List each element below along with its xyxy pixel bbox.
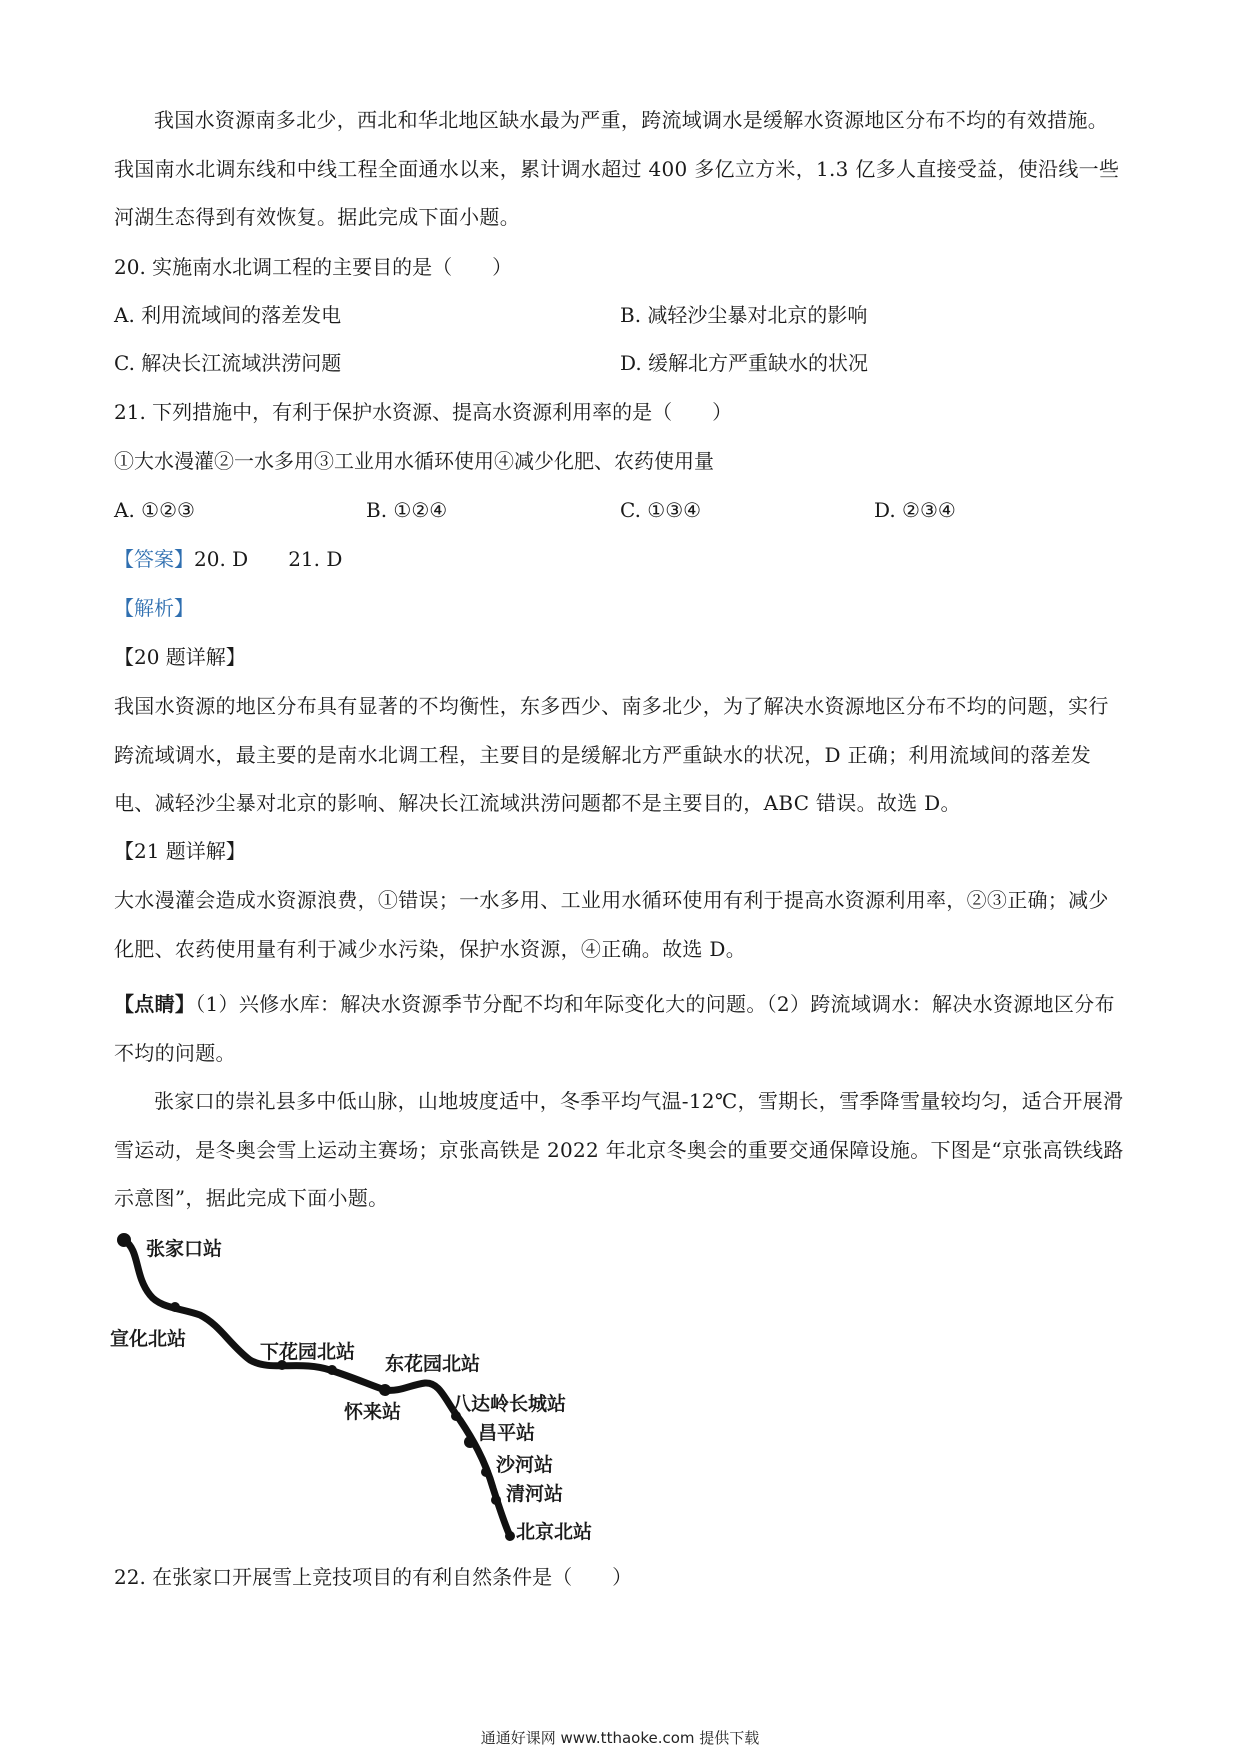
- station-label-badaling: 八达岭长城站: [452, 1393, 567, 1415]
- q20-option-d: D. 缓解北方严重缺水的状况: [620, 351, 869, 375]
- q20-option-b: B. 减轻沙尘暴对北京的影响: [620, 303, 868, 327]
- station-label-qinghe: 清河站: [506, 1483, 564, 1505]
- station-label-xiahuayuan: 下花园北站: [260, 1341, 356, 1363]
- station-dot-qinghe: [491, 1495, 501, 1505]
- station-label-beijingbei: 北京北站: [516, 1521, 593, 1543]
- station-label-donghuayuan: 东花园北站: [385, 1353, 481, 1375]
- station-label-changping: 昌平站: [478, 1422, 536, 1444]
- railway-route-line: [124, 1240, 510, 1536]
- station-label-huailai: 怀来站: [344, 1401, 402, 1423]
- answer-text: 20. D 21. D: [194, 547, 343, 571]
- tip-text: （1）兴修水库：解决水资源季节分配不均和年际变化大的问题。（2）跨流域调水：解决水资源地区分布不均的问题。: [114, 992, 1115, 1065]
- q21-option-a: A. ①②③: [114, 498, 195, 522]
- q21-option-b: B. ①②④: [366, 498, 448, 522]
- station-label-xuanhua: 宣化北站: [110, 1328, 187, 1350]
- station-dot-changping: [464, 1436, 476, 1448]
- q21-option-c: C. ①③④: [620, 498, 702, 522]
- q21-detail-title: 【21 题详解】: [114, 839, 246, 863]
- q21-option-d: D. ②③④: [874, 498, 956, 522]
- q21-stem: 21. 下列措施中，有利于保护水资源、提高水资源利用率的是（ ）: [114, 400, 733, 424]
- q20-option-c: C. 解决长江流域洪涝问题: [114, 351, 342, 375]
- analysis-label: 【解析】: [114, 596, 194, 620]
- station-dot-huailai: [327, 1365, 337, 1375]
- answer-label: 【答案】: [114, 547, 194, 571]
- q21-items: ①大水漫灌②一水多用③工业用水循环使用④减少化肥、农药使用量: [114, 449, 714, 473]
- station-dot-xuanhua: [170, 1302, 180, 1312]
- page-footer: 通通好课网 www.tthaoke.com 提供下载: [480, 1729, 760, 1747]
- q20-detail-title: 【20 题详解】: [114, 645, 246, 669]
- q20-detail-text: 我国水资源的地区分布具有显著的不均衡性，东多西少、南多北少，为了解决水资源地区分布不均的问题，实行跨流域调水，最主要的是南水北调工程，主要目的是缓解北方严重缺水的状况，D 正确；利用流域间的落差发电、减轻沙尘暴对北京的影响、解决长江流域洪涝问题都不是主要目的，ABC 错误。故选 D。: [114, 694, 1109, 815]
- railway-route-map: [100, 1220, 620, 1550]
- station-label-shahe: 沙河站: [496, 1454, 554, 1476]
- station-label-zhangjiakou: 张家口站: [146, 1238, 223, 1260]
- station-dot-donghuayuan: [379, 1384, 391, 1396]
- intro-paragraph-water: 我国水资源南多北少，西北和华北地区缺水最为严重，跨流域调水是缓解水资源地区分布不均的有效措施。我国南水北调东线和中线工程全面通水以来，累计调水超过 400 多亿立方米，1.3 亿多人直接受益，使沿线一些河湖生态得到有效恢复。据此完成下面小题。: [114, 108, 1120, 229]
- q20-option-a: A. 利用流域间的落差发电: [114, 303, 342, 327]
- q22-stem: 22. 在张家口开展雪上竞技项目的有利自然条件是（ ）: [114, 1565, 633, 1589]
- tip-paragraph: [114, 980, 1124, 1077]
- q20-stem: 20. 实施南水北调工程的主要目的是（ ）: [114, 255, 513, 279]
- intro-paragraph-olympics: 张家口的崇礼县多中低山脉，山地坡度适中，冬季平均气温-12℃，雪期长，雪季降雪量较均匀，适合开展滑雪运动，是冬奥会雪上运动主赛场；京张高铁是 2022 年北京冬奥会的重要交通保障设施。下图是“京张高铁线路示意图”，据此完成下面小题。: [114, 1089, 1124, 1210]
- answer-line: [114, 544, 342, 574]
- station-dot-zhangjiakou: [117, 1233, 131, 1247]
- q21-detail-text: 大水漫灌会造成水资源浪费，①错误；一水多用、工业用水循环使用有利于提高水资源利用率，②③正确；减少化肥、农药使用量有利于减少水污染，保护水资源，④正确。故选 D。: [114, 888, 1109, 961]
- tip-label: 【点睛】: [114, 992, 196, 1016]
- station-dot-beijingbei: [505, 1531, 515, 1541]
- station-dot-shahe: [481, 1467, 491, 1477]
